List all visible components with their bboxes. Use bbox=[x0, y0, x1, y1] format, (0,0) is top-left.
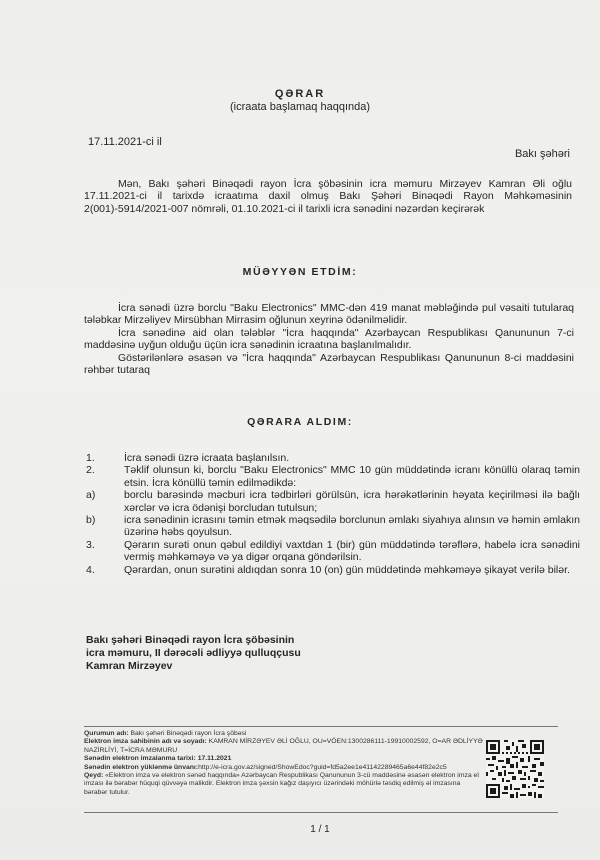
document-city: Bakı şəhəri bbox=[514, 148, 570, 160]
footer-value: Bakı şəhəri Binəqədi rayon İcra şöbəsi bbox=[130, 730, 247, 737]
signature-block bbox=[86, 634, 301, 673]
section-heading-established: MÜƏYYƏN ETDİM: bbox=[242, 266, 358, 278]
document-date: 17.11.2021-ci il bbox=[88, 136, 162, 148]
document-title: QƏRAR bbox=[274, 88, 326, 100]
footer-value: KAMRAN MİRZƏYEV ƏLİ OĞLU, OU=VÖEN:1300286111-19910002592, O=AR ƏDLİYYƏ NAZİRLİYİ, T=İCRA MƏMURU bbox=[84, 738, 483, 754]
e-signature-footer bbox=[84, 730, 484, 797]
footer-value: 17.11.2021 bbox=[197, 755, 232, 763]
list-item bbox=[86, 489, 580, 514]
list-item-text: İcra sənədi üzrə icraata başlanılsın. bbox=[124, 452, 290, 464]
list-item bbox=[86, 452, 580, 464]
signature-name: Kamran Mirzəyev bbox=[86, 660, 173, 672]
footer-note bbox=[84, 772, 484, 797]
list-item-number: 2. bbox=[86, 464, 95, 477]
list-item-number: 1. bbox=[86, 452, 95, 464]
footer-label: Elektron imza sahibinin adı və soyadı: bbox=[84, 738, 207, 746]
established-paragraphs bbox=[84, 302, 574, 376]
footer-label: Qeyd: bbox=[84, 772, 104, 780]
section-heading-decided: QƏRARA ALDIM: bbox=[247, 416, 353, 428]
list-item bbox=[86, 564, 580, 576]
list-item-text: Təklif olunsun ki, borclu "Baku Electronics" MMC 10 gün müddətində icranı könüllü olaraq təmin etsin. İcra könüllü təmin edilmədikdə: bbox=[124, 464, 580, 489]
signature-line: Bakı şəhəri Binəqədi rayon İcra şöbəsinin bbox=[86, 634, 295, 646]
list-item-number: 4. bbox=[86, 563, 95, 576]
footer-link[interactable]: http://e-icra.gov.az/signed/ShowEdoc?guid=fd5a2ee1e41142289465a6e44f82e2c5 bbox=[198, 763, 447, 771]
established-paragraph: Göstərilənlərə əsasən və "İcra haqqında" Azərbaycan Respublikası Qanununun 8-ci maddəsini rəhbər tutaraq bbox=[84, 351, 574, 377]
list-item bbox=[86, 514, 580, 539]
list-item-number: b) bbox=[86, 514, 96, 527]
list-item-number: 3. bbox=[86, 538, 95, 551]
list-item-text: Qərarın surəti onun qəbul edildiyi vaxtdan 1 (bir) gün müddətində tərəflərə, habelə icra sənədini vermiş məhkəməyə və ya digər orqana göndərilsin. bbox=[124, 538, 580, 564]
decision-list bbox=[86, 452, 580, 576]
list-item-text: borclu barəsində məcburi icra tədbirləri görülsün, icra hərəkətlərinin həyata keçirilməsi ilə bağlı xərclər və icra ödənişi borcludan tutulsun; bbox=[124, 489, 580, 514]
list-item bbox=[86, 464, 580, 489]
footer-value: «Elektron imza və elektron sənəd haqqında» Azərbaycan Respublikası Qanununun 3-cü maddəsinə əsasən elektron imza el imzası ilə bərabər hüquqi qüvvəyə malikdir. Elektron imza şəxsin kağız daşıyıcı üzərindəki möhürlə təsdiq edilmiş əl imzasına bərabər tutulur. bbox=[84, 772, 479, 796]
established-paragraph: İcra sənədi üzrə borclu "Baku Electronics" MMC-dən 419 manat məbləğində pul vəsaiti tutularaq tələbkar Mirzəliyev Mirsübhan Mirrasim oğlunun xeyrinə ödənilməlidir. bbox=[84, 302, 574, 327]
footer-label: Sənədin elektron yüklənmə ünvanı: bbox=[84, 763, 199, 771]
list-item-text: Qərardan, onun surətini aldıqdan sonra 10 (on) gün müddətində məhkəməyə şikayət verilə bilər. bbox=[124, 563, 570, 576]
qr-code-icon bbox=[486, 740, 544, 798]
footer-top-divider bbox=[84, 726, 558, 727]
page-number: 1 / 1 bbox=[310, 824, 330, 835]
signature-line: icra məmuru, II dərəcəli ədliyyə qulluqçusu bbox=[86, 647, 301, 659]
intro-paragraph: Mən, Bakı şəhəri Binəqədi rayon İcra şöbəsinin icra məmuru Mirzəyev Kamran Əli oğlu 17.11.2021-ci il tarixdə icraatıma daxil olmuş Bakı Şəhəri Binəqədi Rayon Məhkəməsinin 2(001)-5914/2021-007 nömrəli, 01.10.2021-ci il tarixli icra sənədini nəzərdən keçirərək bbox=[84, 178, 572, 215]
list-item bbox=[86, 539, 580, 564]
established-paragraph: İcra sənədinə aid olan tələblər "İcra haqqında" Azərbaycan Respublikası Qanununun 7-ci maddəsinə uyğun olduğu üçün icra sənədinin icraatına başlanılmalıdır. bbox=[84, 326, 574, 352]
list-item-number: a) bbox=[86, 489, 96, 502]
list-item-text: icra sənədinin icrasını təmin etmək məqsədilə borclunun əmlakı siyahıya alınsın və həmin əmlakın üzərinə həbs qoyulsun. bbox=[124, 514, 580, 539]
footer-bottom-divider bbox=[84, 812, 558, 813]
footer-signer bbox=[84, 738, 484, 755]
document-subtitle: (icraata başlamaq haqqında) bbox=[229, 101, 371, 113]
footer-sign-date bbox=[84, 755, 484, 763]
footer-label: Qurumun adı: bbox=[84, 730, 129, 737]
footer-url bbox=[84, 764, 484, 772]
footer-label: Sənədin elektron imzalanma tarixi: bbox=[84, 755, 196, 763]
